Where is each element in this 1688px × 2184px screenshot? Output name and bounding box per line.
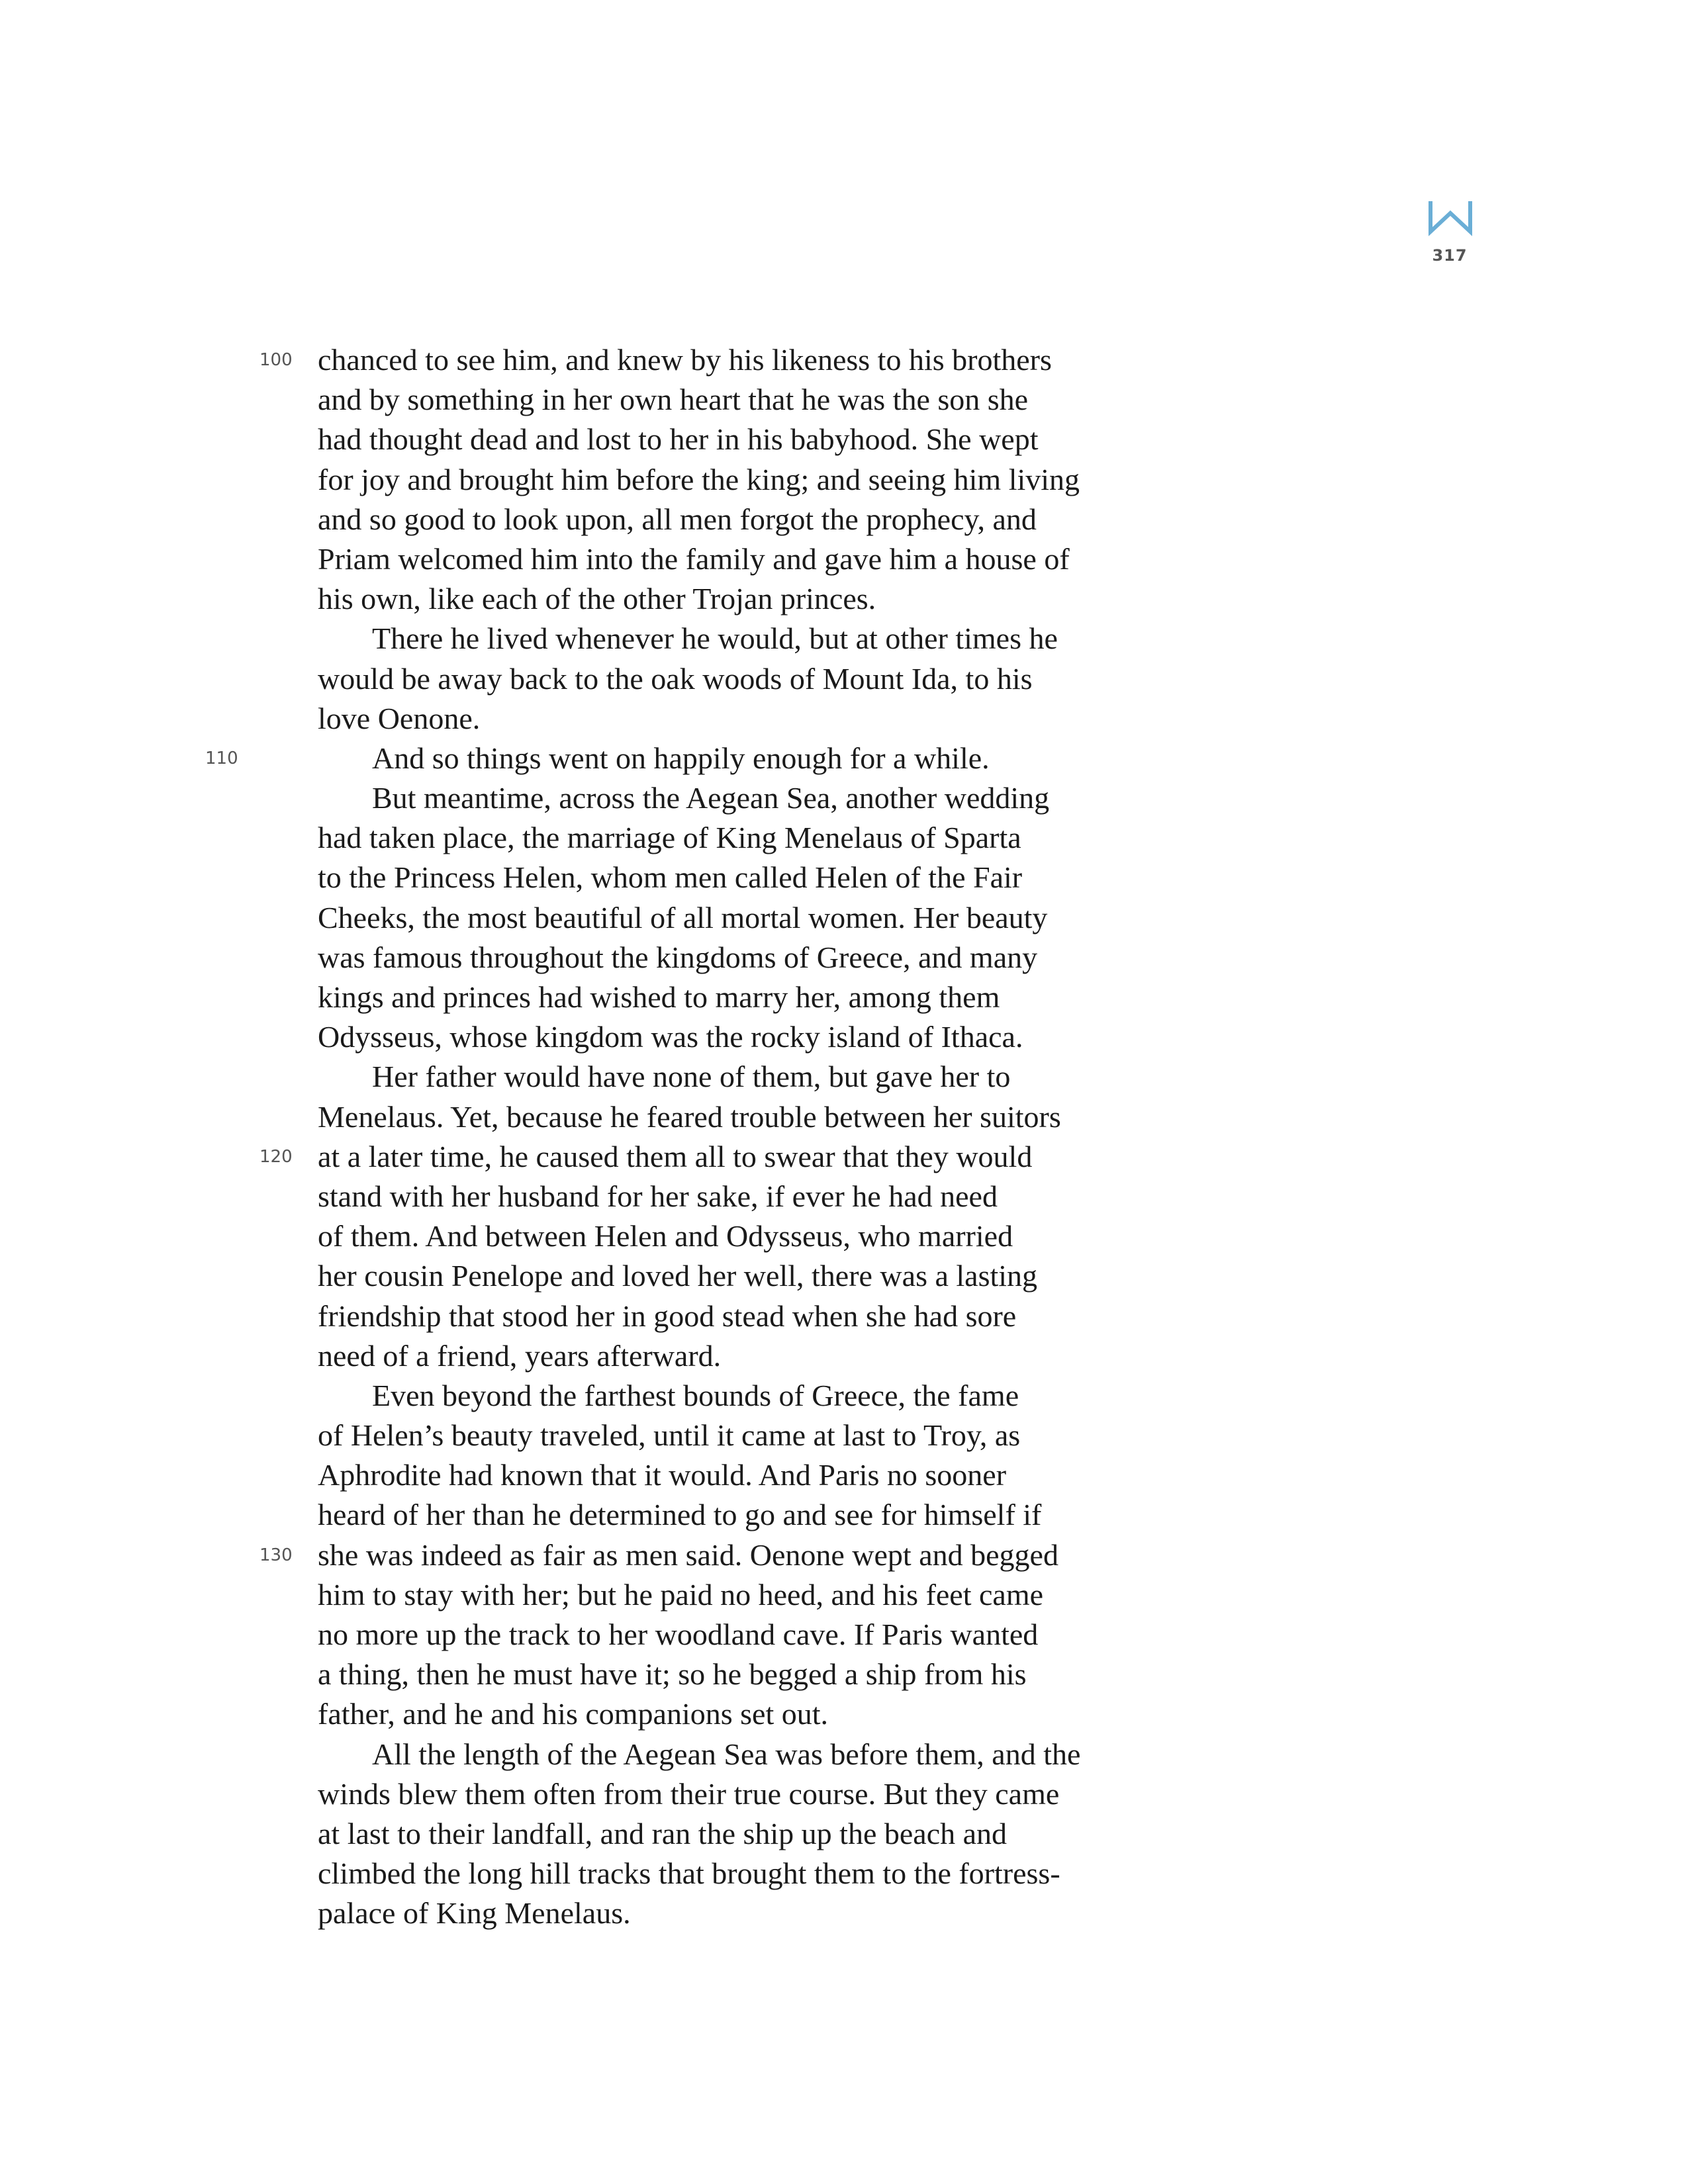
text-line: [318, 858, 1178, 897]
text-line: [318, 978, 1178, 1017]
line-text: at last to their landfall, and ran the ship up the beach and: [318, 1816, 1008, 1850]
text-line: [318, 1216, 1178, 1256]
line-text: she was indeed as fair as men said. Oenone wept and begged: [318, 1537, 1058, 1572]
line-text: Aphrodite had known that it would. And Paris no sooner: [318, 1458, 1007, 1492]
line-text: of Helen’s beauty traveled, until it came at last to Troy, as: [318, 1418, 1021, 1453]
text-line: [318, 460, 1178, 500]
text-line: [205, 739, 1178, 778]
w-chevron-logo-icon: [1427, 199, 1474, 237]
text-line: [318, 1893, 1178, 1933]
text-line: [318, 619, 1178, 659]
text-line: [318, 1177, 1178, 1216]
line-text: climbed the long hill tracks that brought them to the fortress-: [318, 1856, 1060, 1891]
text-line: [318, 1854, 1178, 1893]
line-text: at a later time, he caused them all to swear that they would: [318, 1139, 1033, 1173]
line-text: Even beyond the farthest bounds of Greece, the fame: [372, 1378, 1019, 1412]
line-text: and so good to look upon, all men forgot the prophecy, and: [318, 502, 1037, 536]
text-line: [318, 1814, 1178, 1854]
text-line: [259, 340, 1178, 380]
text-line: [318, 1297, 1178, 1336]
line-text: friendship that stood her in good stead when she had sore: [318, 1298, 1017, 1333]
line-text: need of a friend, years afterward.: [318, 1338, 722, 1373]
text-line: [318, 539, 1178, 579]
line-text: father, and he and his companions set out.: [318, 1697, 829, 1731]
text-line: [318, 1575, 1178, 1615]
line-text: of them. And between Helen and Odysseus, who married: [318, 1219, 1013, 1253]
line-text: stand with her husband for her sake, if ever he had need: [318, 1179, 998, 1213]
text-line: [318, 818, 1178, 858]
line-text: Cheeks, the most beautiful of all mortal women. Her beauty: [318, 900, 1048, 934]
text-line: [318, 938, 1178, 978]
text-line: [318, 1495, 1178, 1535]
line-text: would be away back to the oak woods of Mount Ida, to his: [318, 661, 1033, 696]
text-line: [318, 1256, 1178, 1296]
line-text: to the Princess Helen, whom men called Helen of the Fair: [318, 860, 1023, 895]
text-line: [318, 659, 1178, 699]
text-line: [318, 1416, 1178, 1455]
text-line: [318, 1655, 1178, 1694]
text-line: [259, 1137, 1178, 1177]
line-text: Her father would have none of them, but gave her to: [372, 1060, 1011, 1094]
page-number: 317: [1432, 246, 1468, 265]
line-text: him to stay with her; but he paid no heed, and his feet came: [318, 1577, 1044, 1612]
text-line: [318, 1057, 1178, 1097]
text-line: [318, 500, 1178, 539]
line-number: 110: [205, 748, 238, 768]
line-number: 130: [259, 1545, 293, 1565]
text-line: [318, 1615, 1178, 1655]
text-line: [318, 1097, 1178, 1137]
text-line: [318, 1017, 1178, 1057]
line-text: a thing, then he must have it; so he begged a ship from his: [318, 1657, 1027, 1692]
line-text: chanced to see him, and knew by his likeness to his brothers: [318, 343, 1052, 377]
line-text: And so things went on happily enough for a while.: [372, 741, 990, 775]
text-line: [318, 1455, 1178, 1495]
text-line: [318, 380, 1178, 420]
line-number: 120: [259, 1146, 293, 1167]
line-text: and by something in her own heart that he was the son she: [318, 383, 1029, 417]
line-text: kings and princes had wished to marry her, among them: [318, 980, 1000, 1014]
line-text: his own, like each of the other Trojan princes.: [318, 582, 876, 616]
line-text: no more up the track to her woodland cave. If Paris wanted: [318, 1617, 1039, 1651]
text-line: [318, 898, 1178, 938]
line-text: winds blew them often from their true course. But they came: [318, 1776, 1060, 1811]
text-line: [318, 1774, 1178, 1814]
line-text: heard of her than he determined to go and see for himself if: [318, 1498, 1042, 1532]
body-text: [205, 340, 1178, 1934]
text-line: [318, 1735, 1178, 1774]
line-number: 100: [259, 350, 293, 370]
line-text: had thought dead and lost to her in his babyhood. She wept: [318, 422, 1039, 457]
line-text: for joy and brought him before the king; and seeing him living: [318, 462, 1080, 496]
text-line: [259, 1535, 1178, 1575]
text-line: [318, 778, 1178, 818]
line-text: But meantime, across the Aegean Sea, another wedding: [372, 781, 1050, 815]
line-text: was famous throughout the kingdoms of Greece, and many: [318, 940, 1038, 974]
line-text: her cousin Penelope and loved her well, there was a lasting: [318, 1259, 1038, 1293]
text-line: [318, 699, 1178, 739]
text-line: [318, 1336, 1178, 1376]
line-text: Priam welcomed him into the family and gave him a house of: [318, 541, 1070, 576]
line-text: Odysseus, whose kingdom was the rocky island of Ithaca.: [318, 1020, 1023, 1054]
text-line: [318, 420, 1178, 459]
line-text: palace of King Menelaus.: [318, 1896, 631, 1931]
line-text: There he lived whenever he would, but at other times he: [372, 621, 1058, 656]
text-line: [318, 1376, 1178, 1416]
line-text: had taken place, the marriage of King Menelaus of Sparta: [318, 821, 1021, 855]
line-text: love Oenone.: [318, 701, 481, 735]
line-text: Menelaus. Yet, because he feared trouble between her suitors: [318, 1099, 1061, 1134]
text-line: [318, 579, 1178, 619]
line-text: All the length of the Aegean Sea was before them, and the: [372, 1737, 1081, 1771]
text-line: [318, 1694, 1178, 1734]
